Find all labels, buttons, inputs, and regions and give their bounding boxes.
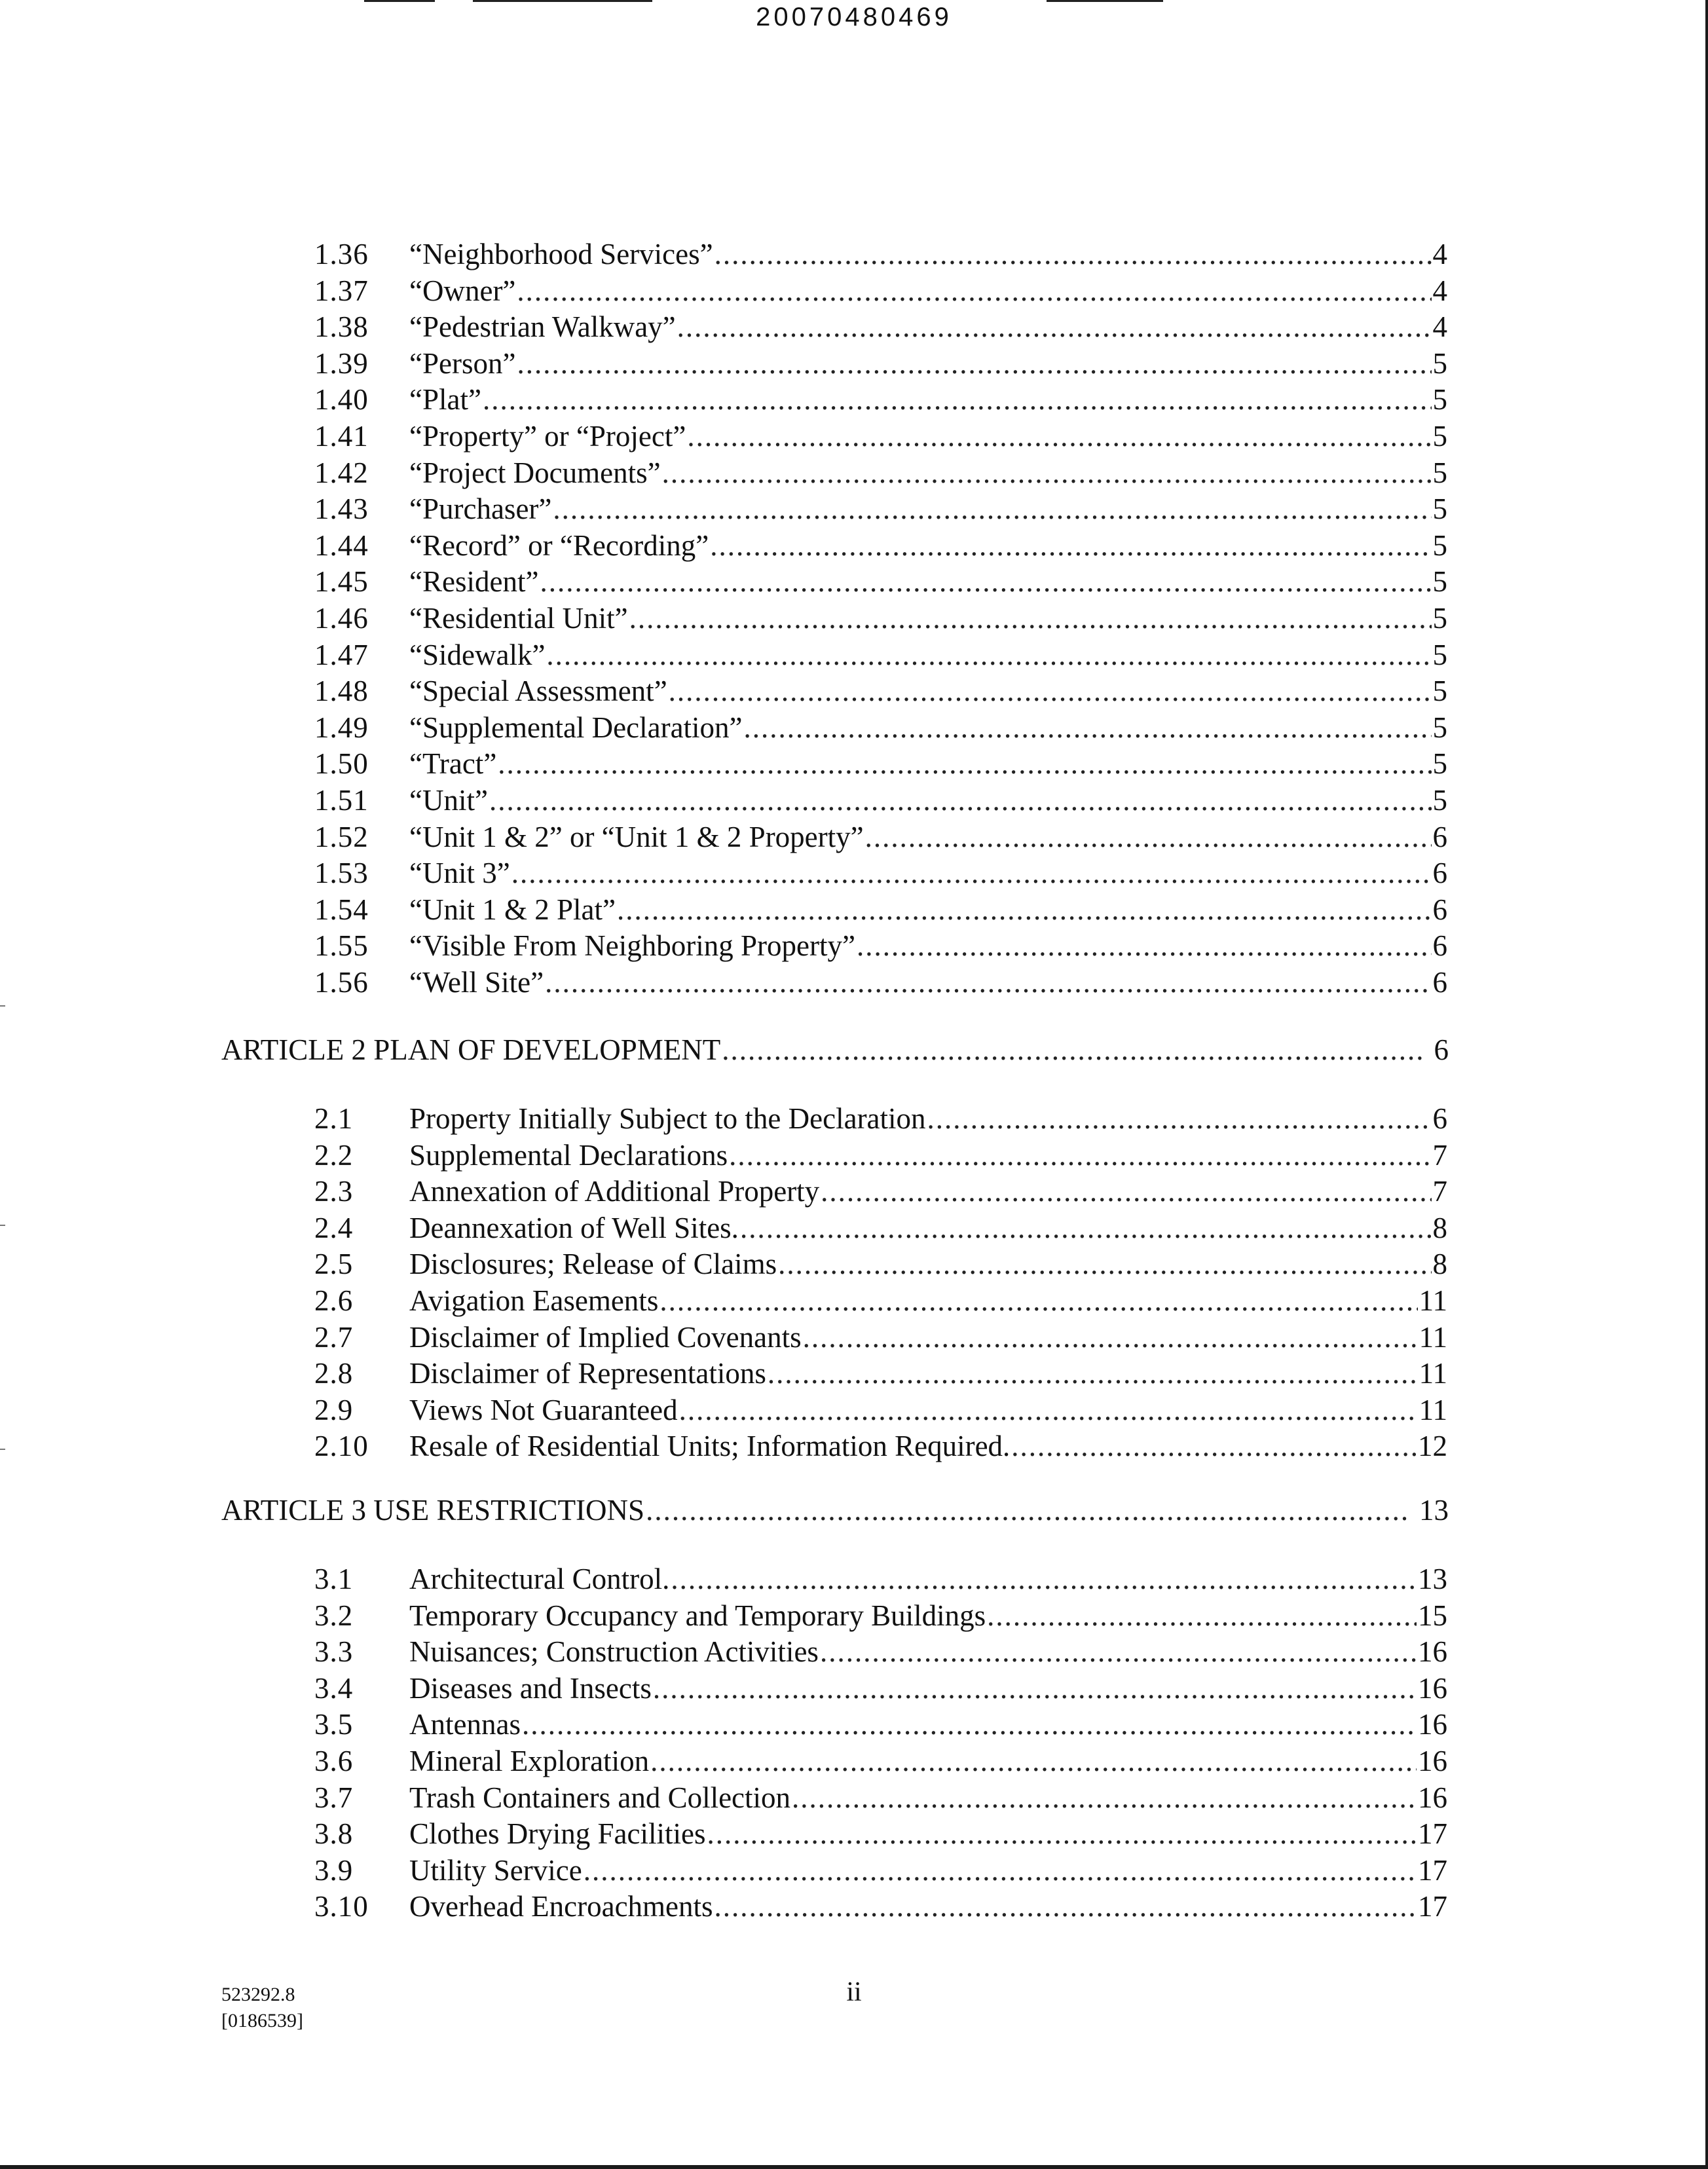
- toc-entry-title: Disclaimer of Representations: [409, 1357, 766, 1390]
- document-id-bracketed: [0186539]: [221, 2010, 303, 2031]
- toc-entry-number: 1.46: [314, 602, 369, 635]
- dot-leader: [679, 1392, 1418, 1428]
- toc-entry-title: “Plat”: [409, 383, 481, 417]
- toc-entry-number: 2.4: [314, 1211, 354, 1244]
- toc-entry-page: 4: [1432, 274, 1447, 307]
- toc-entry-number: 1.47: [314, 638, 369, 671]
- toc-entry-page: 4: [1432, 238, 1447, 270]
- toc-entry: [314, 1633, 1447, 1670]
- toc-entry: [314, 1319, 1447, 1356]
- page-number: ii: [846, 1977, 862, 2007]
- toc-entry-title: Annexation of Additional Property: [409, 1175, 820, 1208]
- dot-leader: [803, 1319, 1418, 1356]
- toc-entry: [314, 1100, 1447, 1137]
- top-rule-right: [1047, 0, 1163, 2]
- document-id: 523292.8: [221, 1984, 295, 2005]
- toc-entry-title: Utility Service: [409, 1853, 582, 1887]
- toc-entry-page: 5: [1432, 711, 1447, 744]
- article-page: 6: [1434, 1033, 1449, 1066]
- margin-mark: [0, 1449, 5, 1450]
- toc-entry-page: 6: [1432, 820, 1447, 853]
- toc-entry-page: 7: [1432, 1138, 1447, 1172]
- toc-entry: [314, 272, 1447, 309]
- dot-leader: [662, 454, 1432, 491]
- toc-entry-page: 5: [1432, 602, 1447, 635]
- toc-entry-title: “Special Assessment”: [409, 675, 667, 708]
- toc-entry: [314, 1282, 1447, 1319]
- toc-entry-number: 1.50: [314, 747, 369, 781]
- recording-number: 20070480469: [756, 3, 952, 31]
- toc-entry-number: 2.6: [314, 1284, 354, 1317]
- toc-entry-number: 1.39: [314, 346, 369, 380]
- toc-entry-title: “Property” or “Project”: [409, 420, 686, 453]
- toc-entry: [314, 1706, 1447, 1743]
- dot-leader: [629, 600, 1432, 637]
- toc-entry-page: 5: [1432, 675, 1447, 708]
- toc-entry: [314, 964, 1447, 1001]
- toc-entry-page: 5: [1432, 638, 1447, 671]
- toc-entry-number: 1.56: [314, 966, 369, 999]
- dot-leader: [498, 745, 1431, 782]
- toc-entry-title: Trash Containers and Collection: [409, 1781, 791, 1814]
- dot-leader: [927, 1100, 1432, 1137]
- toc-entry-title: Deannexation of Well Sites.: [409, 1211, 739, 1244]
- toc-entry-title: “Visible From Neighboring Property”: [409, 929, 855, 963]
- toc-entry-number: 1.44: [314, 528, 369, 562]
- toc-entry: [314, 418, 1447, 454]
- toc-entry-number: 2.8: [314, 1357, 354, 1390]
- toc-entry: [314, 1779, 1447, 1816]
- toc-entry-title: Diseases and Insects: [409, 1671, 652, 1705]
- toc-entry-number: 2.10: [314, 1430, 369, 1463]
- toc-entry: [314, 709, 1447, 746]
- toc-entry-number: 3.5: [314, 1708, 354, 1741]
- toc-entry: [314, 673, 1447, 709]
- toc-entry-page: 6: [1432, 857, 1447, 890]
- toc-entry: [314, 1246, 1447, 1282]
- dot-leader: [821, 1173, 1431, 1210]
- toc-entry-title: “Unit 1 & 2 Plat”: [409, 893, 616, 926]
- dot-leader: [517, 272, 1431, 309]
- dot-leader: [540, 563, 1431, 600]
- toc-entry-number: 2.9: [314, 1393, 354, 1426]
- toc-entry-page: 11: [1419, 1320, 1447, 1354]
- dot-leader: [987, 1597, 1417, 1634]
- toc-entry: [314, 381, 1447, 418]
- toc-entry-title: Architectural Control.: [409, 1563, 670, 1595]
- toc-entry-title: “Resident”: [409, 565, 539, 599]
- toc-entry: [314, 1888, 1447, 1925]
- toc-entry-title: Mineral Exploration: [409, 1745, 650, 1777]
- toc-entry-title: Temporary Occupancy and Temporary Buildings: [409, 1599, 986, 1632]
- toc-entry-page: 6: [1432, 966, 1447, 999]
- toc-entry-page: 5: [1432, 383, 1447, 417]
- toc-entry-title: Overhead Encroachments: [409, 1890, 713, 1923]
- toc-entry: [314, 1561, 1447, 1597]
- toc-entry: [314, 1670, 1447, 1707]
- dot-leader: [857, 927, 1432, 964]
- toc-entry-page: 11: [1419, 1284, 1447, 1317]
- toc-entry-number: 2.7: [314, 1320, 354, 1354]
- toc-entry-title: “Sidewalk”: [409, 638, 546, 671]
- dot-leader: [744, 709, 1432, 746]
- toc-entry: [314, 1852, 1447, 1889]
- toc-entry-title: Avigation Easements: [409, 1284, 659, 1317]
- toc-entry-number: 1.40: [314, 383, 369, 417]
- toc-entry: [314, 308, 1447, 345]
- toc-entry: [314, 891, 1447, 928]
- toc-entry-title: Clothes Drying Facilities: [409, 1817, 706, 1851]
- toc-entry-page: 13: [1418, 1563, 1447, 1595]
- toc-entry-number: 3.2: [314, 1599, 354, 1632]
- toc-entry-title: “Neighborhood Services”: [409, 238, 713, 270]
- toc-entry-number: 2.1: [314, 1102, 354, 1135]
- toc-entry: [314, 1597, 1447, 1634]
- margin-mark: [0, 1005, 5, 1007]
- toc-entry-page: 5: [1432, 528, 1447, 562]
- dot-leader: [617, 891, 1432, 928]
- toc-entry-title: “Project Documents”: [409, 456, 661, 489]
- toc-entry-number: 1.37: [314, 274, 369, 307]
- toc-entry-page: 12: [1418, 1430, 1447, 1463]
- toc-entry-number: 1.36: [314, 238, 369, 270]
- dot-leader: [820, 1633, 1417, 1670]
- toc-entry-number: 1.52: [314, 820, 369, 853]
- toc-entry-number: 3.6: [314, 1745, 354, 1777]
- dot-leader: [522, 1706, 1417, 1743]
- dot-leader: [553, 491, 1431, 527]
- toc-entry-number: 1.41: [314, 420, 369, 453]
- toc-entry-title: Disclosures; Release of Claims: [409, 1248, 777, 1281]
- toc-entry-number: 1.48: [314, 675, 369, 708]
- toc-entry-title: Supplemental Declarations: [409, 1138, 728, 1172]
- dot-leader: [865, 819, 1432, 855]
- toc-entry-title: “Unit 1 & 2” or “Unit 1 & 2 Property”: [409, 820, 864, 853]
- toc-entry-page: 6: [1432, 1102, 1447, 1135]
- dot-leader: [671, 1561, 1417, 1597]
- dot-leader: [545, 964, 1431, 1001]
- toc-entry-number: 1.45: [314, 565, 369, 599]
- toc-entry-page: 17: [1418, 1890, 1447, 1923]
- top-rule-left: [364, 0, 435, 2]
- dot-leader: [740, 1210, 1432, 1246]
- toc-entry: [314, 927, 1447, 964]
- toc-entry-page: 17: [1418, 1853, 1447, 1887]
- dot-leader: [778, 1246, 1431, 1282]
- dot-leader: [677, 308, 1432, 345]
- toc-entry-page: 7: [1432, 1175, 1447, 1208]
- toc-entry: [314, 1137, 1447, 1174]
- dot-leader: [715, 236, 1432, 272]
- toc-entry-number: 3.1: [314, 1563, 354, 1595]
- toc-entry-number: 1.43: [314, 492, 369, 526]
- toc-entry-page: 16: [1418, 1635, 1447, 1669]
- dot-leader: [729, 1137, 1431, 1174]
- toc-entry-number: 3.10: [314, 1890, 369, 1923]
- toc-entry-title: Nuisances; Construction Activities: [409, 1635, 819, 1669]
- toc-entry: [314, 637, 1447, 673]
- toc-entry: [314, 1355, 1447, 1392]
- toc-entry-number: 3.8: [314, 1817, 354, 1851]
- dot-leader: [517, 345, 1431, 382]
- toc-entry-page: 5: [1432, 456, 1447, 489]
- toc-entry: [314, 1428, 1447, 1464]
- dot-leader: [546, 637, 1431, 673]
- toc-article-heading: [221, 1031, 1449, 1068]
- toc-entry-title: “Unit 3”: [409, 857, 510, 890]
- dot-leader: [653, 1670, 1417, 1707]
- article-title: ARTICLE 2 PLAN OF DEVELOPMENT: [221, 1033, 721, 1066]
- toc-entry: [314, 491, 1447, 527]
- toc-entry-number: 1.49: [314, 711, 369, 744]
- toc-entry: [314, 600, 1447, 637]
- toc-entry-page: 11: [1419, 1357, 1447, 1390]
- toc-entry-number: 1.42: [314, 456, 369, 489]
- toc-entry: [314, 855, 1447, 891]
- toc-entry-title: “Pedestrian Walkway”: [409, 310, 676, 344]
- toc-entry: [314, 782, 1447, 819]
- dot-leader: [511, 855, 1432, 891]
- toc-entry-number: 3.3: [314, 1635, 354, 1669]
- dot-leader: [483, 381, 1432, 418]
- dot-leader: [710, 527, 1431, 564]
- page-bottom-edge: [0, 2165, 1708, 2169]
- page-right-edge: [1705, 0, 1708, 2169]
- dot-leader: [650, 1743, 1417, 1779]
- toc-entry: [314, 1392, 1447, 1428]
- article-page: 13: [1419, 1494, 1449, 1527]
- toc-entry-number: 3.9: [314, 1853, 354, 1887]
- toc-entry-title: “Person”: [409, 346, 516, 380]
- toc-entry-title: Resale of Residential Units; Information Required.: [409, 1430, 1011, 1463]
- toc-entry-title: “Purchaser”: [409, 492, 552, 526]
- toc-entry-title: “Tract”: [409, 747, 497, 781]
- toc-entry-number: 1.55: [314, 929, 369, 963]
- toc-entry-title: “Owner”: [409, 274, 516, 307]
- toc-article-heading: [221, 1492, 1449, 1529]
- dot-leader: [792, 1779, 1417, 1816]
- toc-entry-title: “Residential Unit”: [409, 602, 628, 635]
- toc-entry-title: Property Initially Subject to the Declaration: [409, 1102, 926, 1135]
- dot-leader: [715, 1888, 1417, 1925]
- toc-entry-page: 16: [1418, 1781, 1447, 1814]
- toc-entry-page: 11: [1419, 1393, 1447, 1426]
- toc-entry: [314, 236, 1447, 272]
- dot-leader: [646, 1492, 1409, 1529]
- dot-leader: [722, 1031, 1423, 1068]
- toc-entry-number: 1.51: [314, 784, 369, 817]
- toc-entry: [314, 745, 1447, 782]
- toc-entry-title: “Supplemental Declaration”: [409, 711, 743, 744]
- toc-entry: [314, 454, 1447, 491]
- toc-entry-number: 2.2: [314, 1138, 354, 1172]
- toc-entry-page: 5: [1432, 565, 1447, 599]
- toc-entry-page: 4: [1432, 310, 1447, 344]
- margin-mark: [0, 1225, 5, 1226]
- toc-entry-page: 16: [1418, 1745, 1447, 1777]
- toc-entry-title: “Unit”: [409, 784, 488, 817]
- toc-entry-page: 5: [1432, 747, 1447, 781]
- toc-entry-number: 3.4: [314, 1671, 354, 1705]
- dot-leader: [1011, 1428, 1417, 1464]
- toc-entry-title: Antennas: [409, 1708, 521, 1741]
- dot-leader: [707, 1815, 1417, 1852]
- toc-entry-page: 15: [1418, 1599, 1447, 1632]
- dot-leader: [489, 782, 1432, 819]
- toc-entry-number: 1.38: [314, 310, 369, 344]
- toc-entry-number: 2.5: [314, 1248, 354, 1281]
- dot-leader: [687, 418, 1431, 454]
- toc-entry: [314, 1743, 1447, 1779]
- toc-entry-number: 1.53: [314, 857, 369, 890]
- toc-entry-page: 6: [1432, 893, 1447, 926]
- toc-entry-title: “Well Site”: [409, 966, 544, 999]
- toc-entry: [314, 819, 1447, 855]
- dot-leader: [669, 673, 1432, 709]
- toc-entry-page: 8: [1432, 1211, 1447, 1244]
- toc-entry-page: 6: [1432, 929, 1447, 963]
- toc-entry-page: 8: [1432, 1248, 1447, 1281]
- toc-entry: [314, 1173, 1447, 1210]
- toc-entry: [314, 345, 1447, 382]
- toc-entry-page: 5: [1432, 420, 1447, 453]
- toc-entry-page: 16: [1418, 1708, 1447, 1741]
- dot-leader: [584, 1852, 1417, 1889]
- top-rule-center: [473, 0, 652, 2]
- toc-entry-title: “Record” or “Recording”: [409, 528, 709, 562]
- toc-entry: [314, 563, 1447, 600]
- toc-entry-title: Views Not Guaranteed: [409, 1393, 678, 1426]
- toc-entry: [314, 527, 1447, 564]
- toc-entry: [314, 1210, 1447, 1246]
- toc-entry-number: 3.7: [314, 1781, 354, 1814]
- article-title: ARTICLE 3 USE RESTRICTIONS: [221, 1494, 645, 1527]
- toc-entry-number: 1.54: [314, 893, 369, 926]
- toc-entry: [314, 1815, 1447, 1852]
- dot-leader: [659, 1282, 1417, 1319]
- toc-entry-number: 2.3: [314, 1175, 354, 1208]
- toc-entry-page: 5: [1432, 346, 1447, 380]
- dot-leader: [768, 1355, 1418, 1392]
- toc-entry-page: 17: [1418, 1817, 1447, 1851]
- toc-entry-page: 5: [1432, 492, 1447, 526]
- toc-entry-page: 16: [1418, 1671, 1447, 1705]
- toc-entry-title: Disclaimer of Implied Covenants: [409, 1320, 802, 1354]
- toc-entry-page: 5: [1432, 784, 1447, 817]
